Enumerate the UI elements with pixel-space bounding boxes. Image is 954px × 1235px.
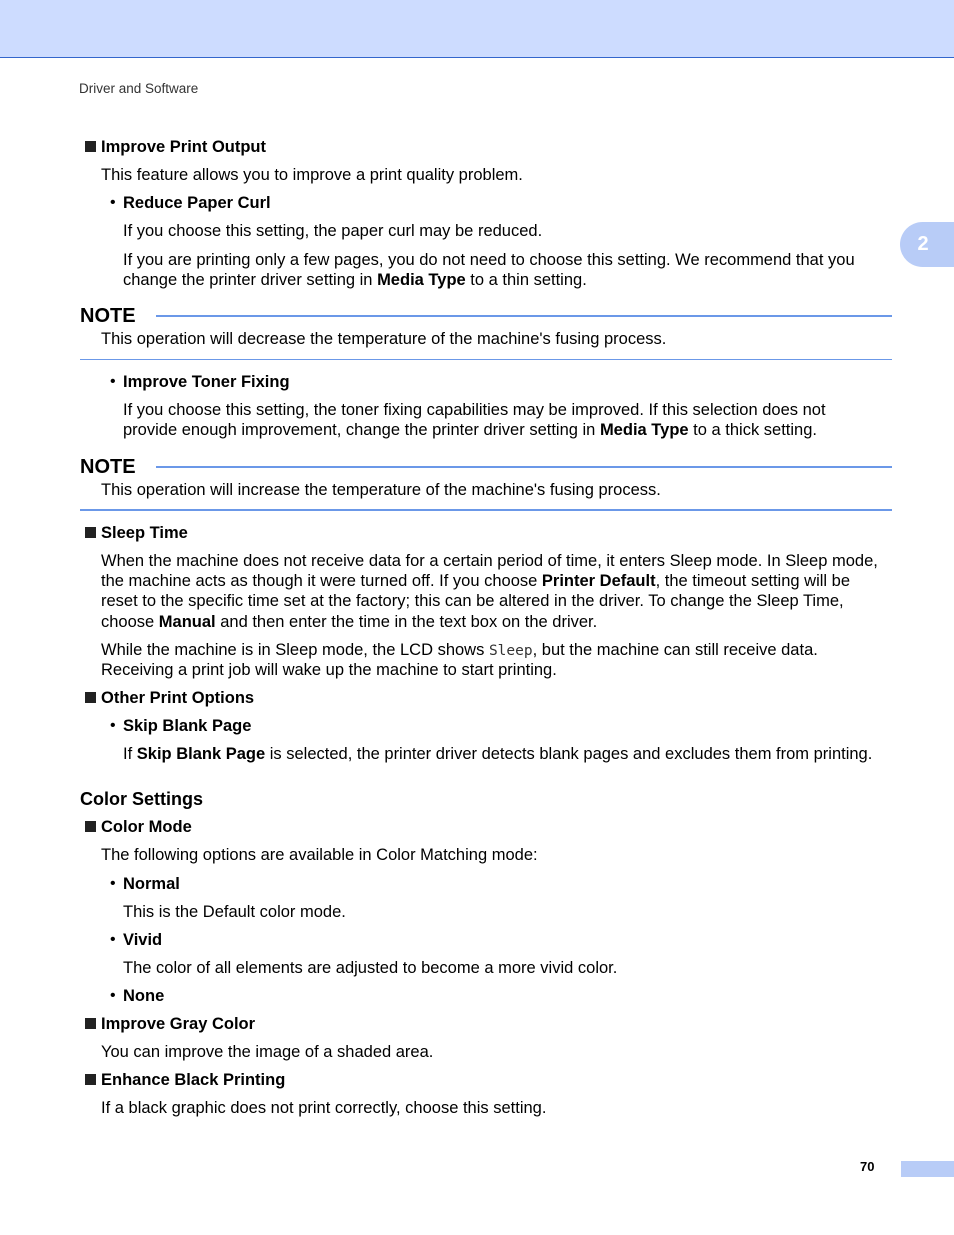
square-bullet-icon [85,1074,96,1085]
breadcrumb: Driver and Software [79,81,199,96]
enhance-black-printing-desc: If a black graphic does not print correctly, choose this setting. [101,1099,547,1117]
improve-gray-color-desc: You can improve the image of a shaded area. [101,1043,434,1061]
square-bullet-icon [85,821,96,832]
note-rule [156,466,892,468]
color-mode-title: Color Mode [101,818,192,836]
note-rule [156,315,892,317]
improve-toner-fixing-line1: If you choose this setting, the toner fixing capabilities may be improved. If this selection does not [123,401,826,419]
dot-bullet-icon: • [110,931,116,948]
other-print-options-title: Other Print Options [101,689,255,707]
sleep-time-line3: reset to the specific time set at the factory; this can be altered in the driver. To change the Sleep Time, [101,592,844,610]
note-label: NOTE [80,456,136,478]
reduce-paper-curl-p1: If you choose this setting, the paper curl may be reduced. [123,222,543,240]
improve-toner-fixing-line2: provide enough improvement, change the printer driver setting in Media Type to a thick setting. [123,421,817,439]
improve-toner-fixing-title: Improve Toner Fixing [123,373,290,391]
square-bullet-icon [85,692,96,703]
improve-gray-color-title: Improve Gray Color [101,1015,256,1033]
page-number: 70 [860,1159,875,1174]
vivid-title: Vivid [123,931,163,949]
reduce-paper-curl-p2-line1: If you are printing only a few pages, you do not need to choose this setting. We recommend that you [123,251,855,269]
dot-bullet-icon: • [110,987,116,1004]
sleep-time-line5: While the machine is in Sleep mode, the LCD shows Sleep, but the machine can still receive data. [101,641,818,659]
note-text: This operation will increase the temperature of the machine's fusing process. [101,481,661,499]
dot-bullet-icon: • [110,373,116,390]
header-band [0,0,954,58]
square-bullet-icon [85,1018,96,1029]
sleep-time-line6: Receiving a print job will wake up the machine to start printing. [101,661,557,679]
improve-print-output-title: Improve Print Output [101,138,266,156]
reduce-paper-curl-title: Reduce Paper Curl [123,194,271,212]
normal-title: Normal [123,875,180,893]
page-number-bar [901,1161,954,1177]
color-mode-desc: The following options are available in Color Matching mode: [101,846,538,864]
dot-bullet-icon: • [110,875,116,892]
improve-print-output-desc: This feature allows you to improve a print quality problem. [101,166,523,184]
sleep-time-line2: the machine acts as though it were turned off. If you choose Printer Default, the timeout setting will be [101,572,851,590]
dot-bullet-icon: • [110,717,116,734]
color-settings-heading: Color Settings [80,789,204,809]
sleep-time-line1: When the machine does not receive data for a certain period of time, it enters Sleep mode. In Sleep mode, [101,552,878,570]
dot-bullet-icon: • [110,194,116,211]
reduce-paper-curl-p2-line2: change the printer driver setting in Media Type to a thin setting. [123,271,587,289]
enhance-black-printing-title: Enhance Black Printing [101,1071,286,1089]
vivid-desc: The color of all elements are adjusted to become a more vivid color. [123,959,618,977]
none-title: None [123,987,165,1005]
chapter-tab: 2 [900,222,954,267]
square-bullet-icon [85,527,96,538]
sleep-time-title: Sleep Time [101,524,188,542]
note-label: NOTE [80,305,136,327]
square-bullet-icon [85,141,96,152]
note-end-rule [80,509,892,511]
normal-desc: This is the Default color mode. [123,903,346,921]
note-end-rule [80,359,892,360]
note-text: This operation will decrease the temperature of the machine's fusing process. [101,330,667,348]
skip-blank-page-desc: If Skip Blank Page is selected, the printer driver detects blank pages and excludes them from printing. [123,745,873,763]
skip-blank-page-title: Skip Blank Page [123,717,252,735]
sleep-time-line4: choose Manual and then enter the time in the text box on the driver. [101,613,598,631]
